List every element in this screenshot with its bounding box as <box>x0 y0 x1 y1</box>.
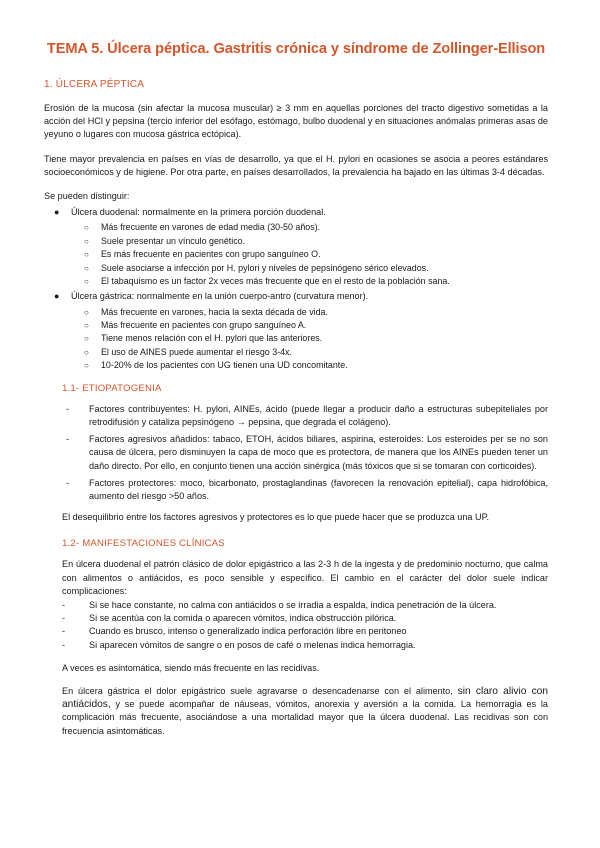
circle-bullet-icon: ○ <box>84 263 89 273</box>
paragraph-imbalance: El desequilibrio entre los factores agresivos y protectores es lo que puede hacer que se produzca una UP. <box>62 512 489 523</box>
list-item: ○ Más frecuente en varones, hacia la sexta década de vida. <box>71 306 548 319</box>
list-item: ○ Más frecuente en pacientes con grupo sanguíneo A. <box>71 319 548 332</box>
paragraph-asymptomatic: A veces es asintomática, siendo más frecuente en las recidivas. <box>62 662 320 673</box>
dash-bullet-icon: - <box>66 403 70 414</box>
circle-bullet-icon: ○ <box>84 277 89 287</box>
ulcer-types-list <box>44 206 548 372</box>
list-item-label: Úlcera gástrica: normalmente en la unión cuerpo-antro (curvatura menor). <box>71 291 369 302</box>
complications-list <box>62 599 548 652</box>
dash-bullet-icon: - <box>62 639 66 650</box>
circle-bullet-icon: ○ <box>84 307 89 317</box>
list-item: ○ El tabaquismo es un factor 2x veces más frecuente que en el resto de la población sana. <box>71 275 548 288</box>
list-item: ○ 10-20% de los pacientes con UG tienen una UD concomitante. <box>71 359 548 372</box>
dash-bullet-icon: - <box>62 613 66 624</box>
circle-bullet-icon: ○ <box>84 321 89 331</box>
paragraph-prevalence: Tiene mayor prevalencia en países en vías de desarrollo, ya que el H. pylori en ocasiones se asocia a peores estándares socioeconómicos y de higiene. Por otra parte, en países desarrollados, la prevalencia ha bajado en las últimas 3-4 décadas. <box>44 153 548 177</box>
list-item: - Factores contribuyentes: H. pylori, AINEs, ácido (puede llegar a producir daño a estructuras subepiteliales por retrodifusión y cataliza pepsinógeno → pepsina, que degrada el colágeno). <box>66 403 548 427</box>
circle-bullet-icon: ○ <box>84 236 89 246</box>
list-item: - Si se hace constante, no calma con antiácidos o se irradia a espalda, indica penetración de la úlcera. <box>62 599 548 612</box>
dash-bullet-icon: - <box>62 599 66 610</box>
list-item: ○ Suele asociarse a infección por H. pylori y niveles de pepsinógeno sérico elevados. <box>71 262 548 275</box>
circle-bullet-icon: ○ <box>84 361 89 371</box>
list-item: - Si se acentúa con la comida o aparecen vómitos, indica obstrucción pilórica. <box>62 612 548 625</box>
dash-bullet-icon: - <box>66 434 70 445</box>
paragraph-definition: Erosión de la mucosa (sin afectar la mucosa muscular) ≥ 3 mm en aquellas porciones del tracto digestivo sometidas a la acción del HCl y pepsina (tercio inferior del esófago, estómago, bulbo duodenal y en situaciones anómalas primeras asas de yeyuno o lugares con mucosa gástrica ectópica). <box>44 103 548 140</box>
list-item: ○ Más frecuente en varones de edad media (30-50 años). <box>71 221 548 234</box>
bullet-icon: ● <box>54 291 60 302</box>
list-item-label: Úlcera duodenal: normalmente en la primera porción duodenal. <box>71 207 326 218</box>
list-item: ○ Tiene menos relación con el H. pylori que las anteriores. <box>71 332 548 345</box>
duodenal-features-list <box>71 221 548 288</box>
dash-bullet-icon: - <box>62 626 66 637</box>
list-item: - Si aparecen vómitos de sangre o en posos de café o melenas indica hemorragia. <box>62 639 548 652</box>
list-item-ulcera-gastrica <box>44 290 548 372</box>
paragraph-duodenal-pain: En úlcera duodenal el patrón clásico de dolor epigástrico a las 2-3 h de la ingesta y de predominio nocturno, que calma con alimentos o antiácidos, es poco sensible y específico. El cambio en el carácter del dolor suele indicar complicaciones: <box>62 559 548 596</box>
list-item-ulcera-duodenal <box>44 206 548 288</box>
section-heading-manifestaciones: 1.2- MANIFESTACIONES CLÍNICAS <box>62 538 225 550</box>
document-title: TEMA 5. Úlcera péptica. Gastritis crónica y síndrome de Zollinger-Ellison <box>46 41 546 57</box>
list-item: ○ El uso de AINES puede aumentar el riesgo 3-4x. <box>71 346 548 359</box>
list-item: ○ Es más frecuente en pacientes con grupo sanguíneo O. <box>71 248 548 261</box>
circle-bullet-icon: ○ <box>84 334 89 344</box>
circle-bullet-icon: ○ <box>84 250 89 260</box>
gastric-features-list <box>71 306 548 373</box>
list-item: - Factores protectores: moco, bicarbonato, prostaglandinas (favorecen la renovación epitelial), capa hidrofóbica, aumento del riesgo >50 años. <box>66 477 548 501</box>
paragraph-distinguish: Se pueden distinguir: <box>44 191 130 202</box>
circle-bullet-icon: ○ <box>84 347 89 357</box>
list-item: - Cuando es brusco, intenso o generalizado indica perforación libre en peritoneo <box>62 625 548 638</box>
circle-bullet-icon: ○ <box>84 223 89 233</box>
list-item: - Factores agresivos añadidos: tabaco, ETOH, ácidos biliares, aspirina, esteroides: Los esteroides per se no son causa de úlcera, pero disminuyen la capa de moco que es protectora, de manera que los AINEs pueden tener un daño directo. Por ello, en conjunto tienen una acción sinérgica (más tóxicos que si se tomaran con corticoides). <box>66 434 548 471</box>
bullet-icon: ● <box>54 207 60 218</box>
paragraph-gastric-pain: En úlcera gástrica el dolor epigástrico suele agravarse o desencadenarse con el alimento, sin claro alivio con antiácidos, y se puede acompañar de náuseas, vómitos, anorexia y aversión a la comida. La hemorragia es la complicación más frecuente, asociándose a una mortalidad mayor que la úlcera duodenal. Las recidivas son con frecuencia asintomáticas. <box>62 685 548 736</box>
section-heading-ulcera-peptica: 1. ÚLCERA PÉPTICA <box>44 79 145 90</box>
list-item: ○ Suele presentar un vínculo genético. <box>71 235 548 248</box>
section-heading-etiopatogenia: 1.1- ETIOPATOGENIA <box>62 382 162 394</box>
factors-list <box>62 403 548 503</box>
dash-bullet-icon: - <box>66 477 70 488</box>
